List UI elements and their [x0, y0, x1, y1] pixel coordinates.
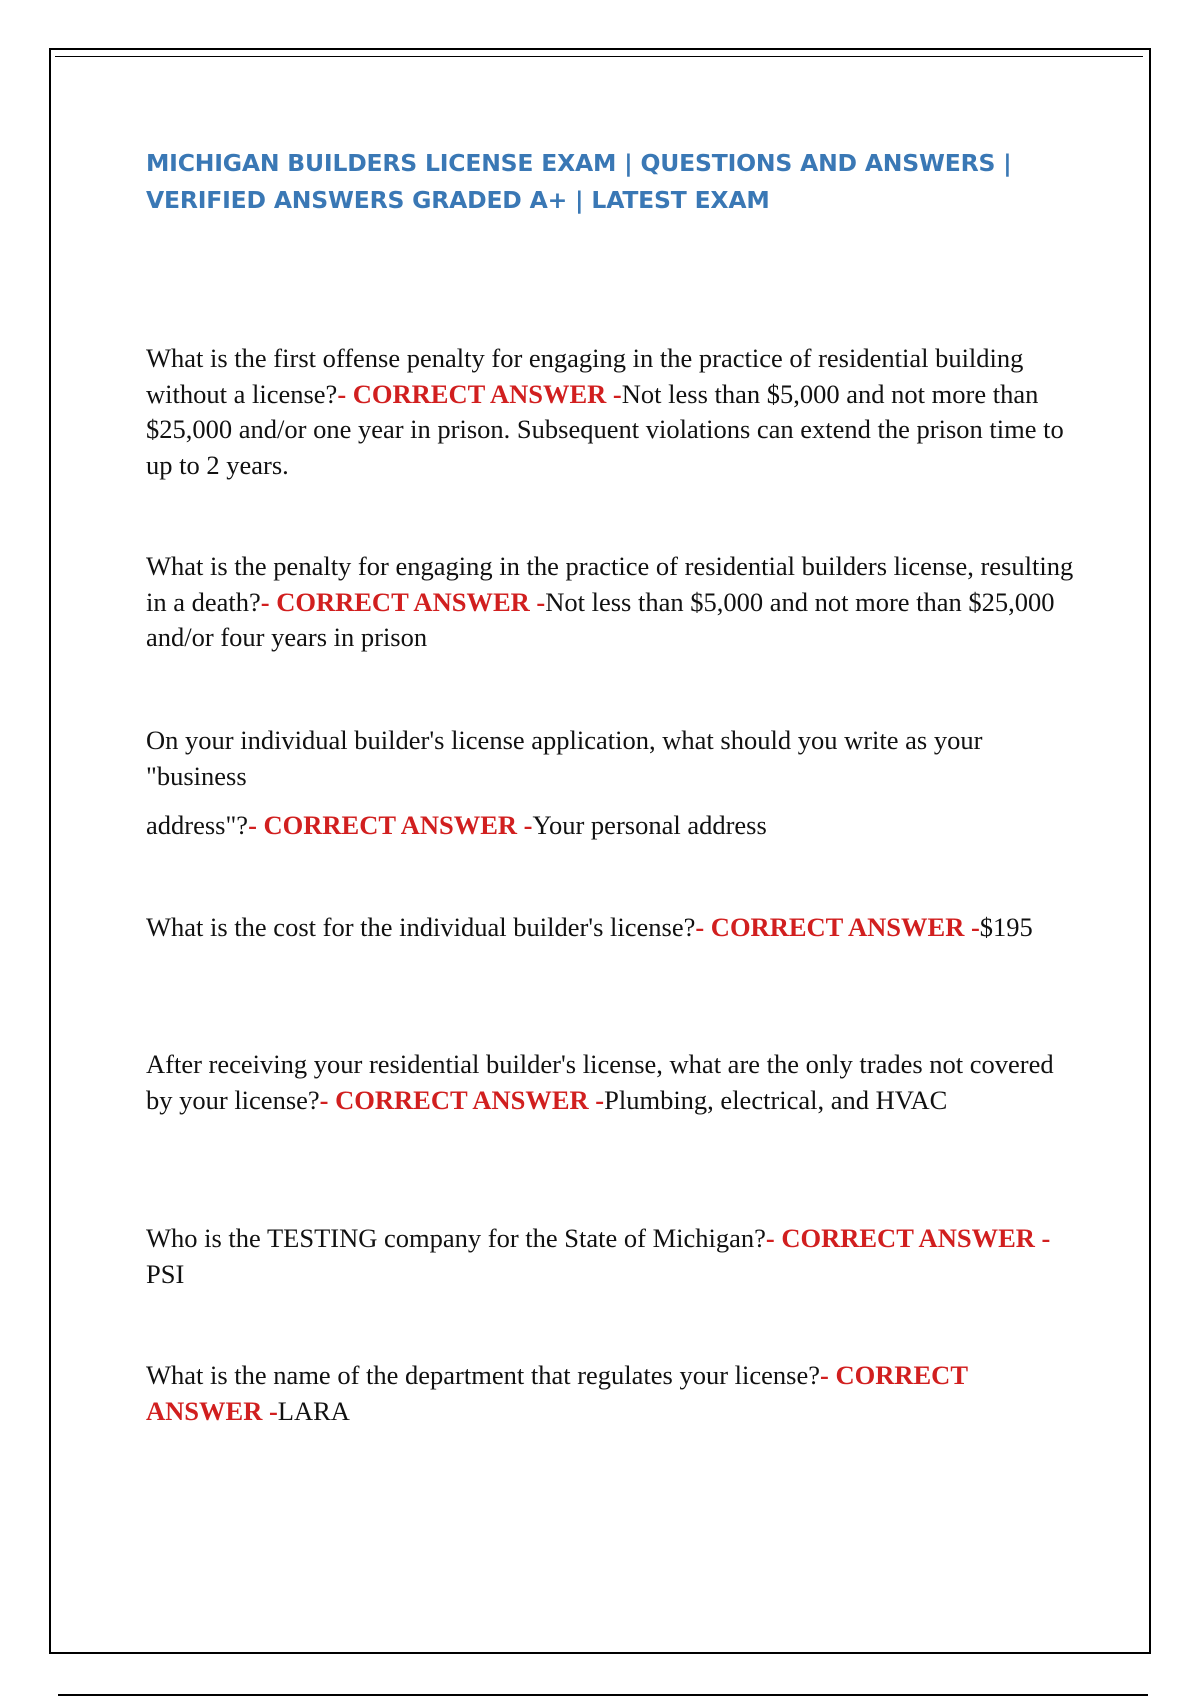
answer-text: Not less than $5,000 and not more than $25,000 and/or one year in prison. Subsequent violations can extend the prison time to up to 2 years.	[146, 378, 1064, 480]
page-bottom-rule	[58, 1694, 1148, 1696]
question-text: What is the penalty for engaging in the practice of residential builders license, resulting in a death?	[146, 551, 1074, 617]
correct-answer-label: - CORRECT ANSWER -	[319, 1084, 605, 1115]
question-text: Who is the TESTING company for the State of Michigan?	[146, 1223, 766, 1253]
question-text: On your individual builder's license application, what should you write as your "business	[146, 725, 983, 791]
correct-answer-label: - CORRECT ANSWER -	[248, 810, 533, 840]
page-top-rule	[55, 56, 1143, 57]
qa-item-1	[146, 341, 1076, 483]
answer-text: Not less than $5,000 and not more than $25,000 and/or four years in prison	[146, 586, 1055, 652]
answer-text: LARA	[277, 1395, 350, 1426]
question-text: After receiving your residential builder's license, what are the only trades not covered by your license?	[146, 1049, 1054, 1115]
qa-item-3	[146, 723, 1076, 844]
question-text: What is the name of the department that regulates your license?	[146, 1360, 821, 1390]
answer-text: Your personal address	[532, 810, 767, 840]
qa-item-2	[146, 549, 1076, 656]
qa-item-6	[146, 1221, 1076, 1292]
correct-answer-label: - CORRECT ANSWER -	[146, 1360, 968, 1426]
document-body	[146, 145, 1076, 1426]
qa-item-7	[146, 1358, 1076, 1429]
question-continuation-line	[146, 808, 1076, 844]
answer-text: $195	[979, 912, 1033, 942]
question-text: What is the cost for the individual builder's license?	[146, 912, 696, 942]
document-title: MICHIGAN BUILDERS LICENSE EXAM | QUESTIONS AND ANSWERS | VERIFIED ANSWERS GRADED A+ | LATEST EXAM	[146, 149, 1012, 214]
qa-item-5	[146, 1047, 1076, 1118]
correct-answer-label: - CORRECT ANSWER -	[337, 378, 622, 409]
question-text: What is the first offense penalty for engaging in the practice of residential building without a license?	[146, 343, 1024, 409]
question-text-cont: address"?	[146, 810, 249, 840]
answer-text: PSI	[146, 1258, 185, 1289]
correct-answer-label: - CORRECT ANSWER -	[765, 1223, 1051, 1253]
answer-text: Plumbing, electrical, and HVAC	[604, 1084, 948, 1115]
correct-answer-label: - CORRECT ANSWER -	[260, 586, 546, 617]
qa-item-4	[146, 910, 1076, 946]
correct-answer-label: - CORRECT ANSWER -	[695, 912, 980, 942]
